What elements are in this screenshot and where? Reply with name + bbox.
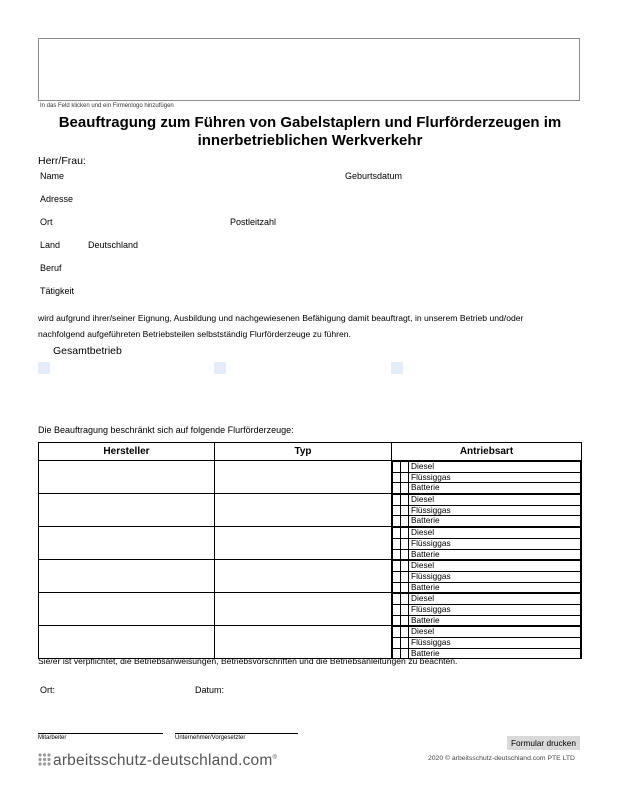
logo-upload-field[interactable] [38,38,580,101]
drive-option-row [393,505,581,516]
drive-checkbox[interactable] [393,561,401,572]
drive-checkbox[interactable] [393,483,401,493]
signature-label-employer: Unternehmer/Vorgesetzter [175,735,246,741]
title-line-2: innerbetrieblichen Werkverkehr [197,132,423,149]
drive-checkbox-alt[interactable] [401,528,409,539]
drive-option-label: Batterie [409,615,581,625]
date-label: Datum: [195,685,225,695]
drive-cell [392,527,582,560]
drive-option-label: Flüssiggas [409,538,581,549]
drive-options [392,494,581,526]
scope-label: Gesamtbetrieb [53,345,122,357]
drive-option-label: Flüssiggas [409,571,581,582]
footer-logo [38,752,277,770]
manufacturer-cell[interactable] [39,626,215,659]
signature-label-employee: Mitarbeiter [38,735,67,741]
table-row [39,626,582,659]
drive-checkbox-alt[interactable] [401,594,409,605]
drive-checkbox[interactable] [393,582,401,592]
drive-options [392,461,581,493]
manufacturer-cell[interactable] [39,560,215,593]
date-input[interactable] [232,683,356,698]
drive-option-row [393,462,581,473]
drive-checkbox[interactable] [393,549,401,559]
drive-option-label: Flüssiggas [409,505,581,516]
drive-option-label: Batterie [409,648,581,658]
type-cell[interactable] [215,461,392,494]
drive-option-label: Diesel [409,627,581,638]
scope-checkbox-3[interactable] [391,362,403,374]
drive-checkbox[interactable] [393,538,401,549]
drive-checkbox-alt[interactable] [401,571,409,582]
header-drive: Antriebsart [392,443,582,461]
drive-option-row [393,638,581,649]
drive-checkbox[interactable] [393,594,401,605]
drive-option-label: Batterie [409,483,581,493]
drive-checkbox-alt[interactable] [401,549,409,559]
drive-checkbox-alt[interactable] [401,582,409,592]
drive-cell [392,494,582,527]
drive-options [392,593,581,625]
drive-checkbox-alt[interactable] [401,495,409,506]
signature-line-employee [38,733,163,734]
drive-options [392,527,581,559]
address-input[interactable] [82,192,581,207]
drive-option-row [393,538,581,549]
drive-checkbox-alt[interactable] [401,561,409,572]
drive-options [392,560,581,592]
paragraph-line-2: nachfolgend aufgeführeten Betriebsteilen selbstständig Flurförderzeuge zu führen. [38,328,351,339]
type-cell[interactable] [215,593,392,626]
drive-checkbox-alt[interactable] [401,627,409,638]
drive-option-label: Batterie [409,516,581,526]
name-input[interactable] [82,169,336,184]
drive-option-label: Diesel [409,462,581,473]
drive-checkbox[interactable] [393,472,401,483]
drive-checkbox[interactable] [393,528,401,539]
activity-input[interactable] [82,284,581,299]
drive-checkbox[interactable] [393,571,401,582]
drive-checkbox[interactable] [393,462,401,473]
postcode-label: Postleitzahl [230,217,277,227]
job-input[interactable] [82,261,581,276]
drive-checkbox-alt[interactable] [401,538,409,549]
drive-option-row [393,516,581,526]
birthdate-label: Geburtsdatum [345,171,403,181]
drive-option-label: Diesel [409,528,581,539]
drive-option-row [393,604,581,615]
drive-option-label: Flüssiggas [409,604,581,615]
drive-cell [392,560,582,593]
paragraph-line-1: wird aufgrund ihrer/seiner Eignung, Ausbildung und nachgewiesenen Befähigung damit beauftragt, in unserem Betrieb und/oder [38,313,524,323]
copyright-text: 2020 © arbeitsschutz-deutschland.com PTE LTD [428,755,575,762]
table-header-row [39,443,582,461]
drive-cell [392,461,582,494]
type-cell[interactable] [215,494,392,527]
drive-cell [392,593,582,626]
table-row [39,560,582,593]
drive-checkbox[interactable] [393,627,401,638]
drive-options [392,626,581,658]
assignment-paragraph [38,311,583,342]
country-input[interactable]: Deutschland [88,240,139,250]
activity-label: Tätigkeit [40,286,75,296]
obligation-text: Sie/er ist verpflichtet, die Betriebsanweisungen, Betriebsvorschriften und die Betriebsanleitungen zu beachten. [38,656,458,666]
print-form-button[interactable]: Formular drucken [507,736,580,750]
table-row [39,494,582,527]
country-label: Land [40,240,61,250]
drive-option-row [393,571,581,582]
drive-option-label: Flüssiggas [409,472,581,483]
drive-option-row [393,495,581,506]
drive-option-label: Diesel [409,561,581,572]
drive-checkbox-alt[interactable] [401,462,409,473]
drive-option-row [393,483,581,493]
city-input[interactable] [82,215,226,230]
dots-logo-icon [38,753,51,766]
scope-checkbox-2[interactable] [214,362,226,374]
type-cell[interactable] [215,560,392,593]
drive-checkbox[interactable] [393,638,401,649]
drive-option-row [393,627,581,638]
table-row [39,461,582,494]
name-label: Name [40,171,65,181]
drive-cell [392,626,582,659]
drive-option-row [393,528,581,539]
logo-hint: In das Feld klicken und ein Firmenlogo hinzufügen [40,103,174,109]
table-row [39,593,582,626]
manufacturer-cell[interactable] [39,461,215,494]
title-line-1: Beauftragung zum Führen von Gabelstaplern und Flurförderzeugen im [58,114,562,131]
drive-checkbox[interactable] [393,505,401,516]
place-input[interactable] [60,683,184,698]
drive-checkbox[interactable] [393,516,401,526]
postcode-input[interactable] [290,215,414,230]
drive-option-label: Flüssiggas [409,638,581,649]
type-cell[interactable] [215,626,392,659]
drive-checkbox-alt[interactable] [401,472,409,483]
signature-line-employer [175,733,298,734]
drive-checkbox[interactable] [393,615,401,625]
drive-option-row [393,615,581,625]
job-label: Beruf [40,263,62,273]
manufacturer-cell[interactable] [39,593,215,626]
city-label: Ort [40,217,53,227]
drive-checkbox-alt[interactable] [401,615,409,625]
footer-logo-text: arbeitsschutz-deutschland.com [53,752,273,769]
drive-checkbox[interactable] [393,604,401,615]
scope-checkbox-1[interactable] [38,362,50,374]
drive-option-label: Batterie [409,549,581,559]
drive-checkbox-alt[interactable] [401,483,409,493]
birthdate-input[interactable] [412,169,581,184]
table-row [39,527,582,560]
header-type: Typ [215,443,392,461]
page-title [40,114,580,150]
drive-option-label: Diesel [409,495,581,506]
person-heading: Herr/Frau: [38,155,86,167]
place-label: Ort: [40,685,55,695]
drive-checkbox-alt[interactable] [401,638,409,649]
drive-option-row [393,594,581,605]
drive-checkbox-alt[interactable] [401,516,409,526]
drive-option-row [393,561,581,572]
drive-option-label: Batterie [409,582,581,592]
drive-checkbox-alt[interactable] [401,505,409,516]
drive-option-label: Diesel [409,594,581,605]
drive-checkbox[interactable] [393,495,401,506]
manufacturer-cell[interactable] [39,494,215,527]
drive-option-row [393,549,581,559]
drive-option-row [393,472,581,483]
drive-option-row [393,582,581,592]
manufacturer-cell[interactable] [39,527,215,560]
restriction-text: Die Beauftragung beschränkt sich auf folgende Flurförderzeuge: [38,425,294,435]
header-manufacturer: Hersteller [39,443,215,461]
address-label: Adresse [40,194,74,204]
type-cell[interactable] [215,527,392,560]
trademark-mark: ® [272,754,278,761]
vehicle-table [38,442,582,659]
drive-checkbox-alt[interactable] [401,604,409,615]
